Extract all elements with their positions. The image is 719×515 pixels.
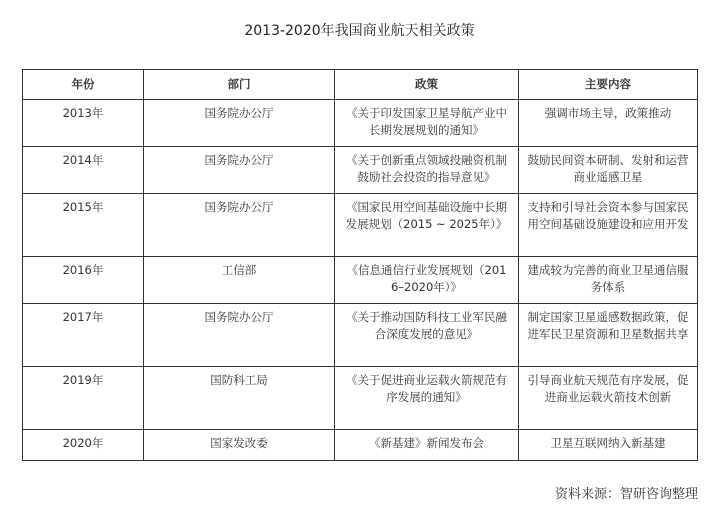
table-row <box>23 367 698 430</box>
cell-department: 国家发改委 <box>144 430 335 461</box>
cell-year: 2017年 <box>23 304 144 367</box>
cell-content: 制定国家卫星遥感数据政策，促进军民卫星资源和卫星数据共享 <box>519 304 698 367</box>
cell-department: 国务院办公厅 <box>144 147 335 194</box>
cell-content: 鼓励民间资本研制、发射和运营商业遥感卫星 <box>519 147 698 194</box>
cell-year: 2016年 <box>23 257 144 304</box>
source-note: 资料来源：智研咨询整理 <box>554 487 698 502</box>
cell-policy: 《关于推动国防科技工业军民融合深度发展的意见》 <box>335 304 519 367</box>
cell-year: 2014年 <box>23 147 144 194</box>
table-row <box>23 430 698 461</box>
cell-content: 强调市场主导，政策推动 <box>519 100 698 147</box>
cell-policy: 《新基建》新闻发布会 <box>335 430 519 461</box>
cell-year: 2013年 <box>23 100 144 147</box>
header-department: 部门 <box>144 70 335 100</box>
cell-policy: 《关于促进商业运载火箭规范有序发展的通知》 <box>335 367 519 430</box>
header-content: 主要内容 <box>519 70 698 100</box>
cell-year: 2019年 <box>23 367 144 430</box>
cell-content: 卫星互联网纳入新基建 <box>519 430 698 461</box>
table-header-row <box>23 70 698 100</box>
table-row <box>23 100 698 147</box>
header-year: 年份 <box>23 70 144 100</box>
cell-content: 引导商业航天规范有序发展，促进商业运载火箭技术创新 <box>519 367 698 430</box>
table-title: 2013-2020年我国商业航天相关政策 <box>244 23 475 39</box>
cell-policy: 《关于印发国家卫星导航产业中长期发展规划的通知》 <box>335 100 519 147</box>
cell-policy: 《信息通信行业发展规划（2016–2020年）》 <box>335 257 519 304</box>
cell-department: 国防科工局 <box>144 367 335 430</box>
cell-content: 建成较为完善的商业卫星通信服务体系 <box>519 257 698 304</box>
cell-year: 2020年 <box>23 430 144 461</box>
cell-department: 国务院办公厅 <box>144 194 335 257</box>
cell-department: 国务院办公厅 <box>144 100 335 147</box>
cell-content: 支持和引导社会资本参与国家民用空间基础设施建设和应用开发 <box>519 194 698 257</box>
policy-table <box>22 69 698 461</box>
cell-policy: 《关于创新重点领域投融资机制鼓励社会投资的指导意见》 <box>335 147 519 194</box>
cell-department: 国务院办公厅 <box>144 304 335 367</box>
cell-department: 工信部 <box>144 257 335 304</box>
cell-policy: 《国家民用空间基础设施中长期发展规划（2015 ~ 2025年）》 <box>335 194 519 257</box>
table-row <box>23 257 698 304</box>
table-row <box>23 147 698 194</box>
header-policy: 政策 <box>335 70 519 100</box>
table-row <box>23 194 698 257</box>
cell-year: 2015年 <box>23 194 144 257</box>
table-row <box>23 304 698 367</box>
